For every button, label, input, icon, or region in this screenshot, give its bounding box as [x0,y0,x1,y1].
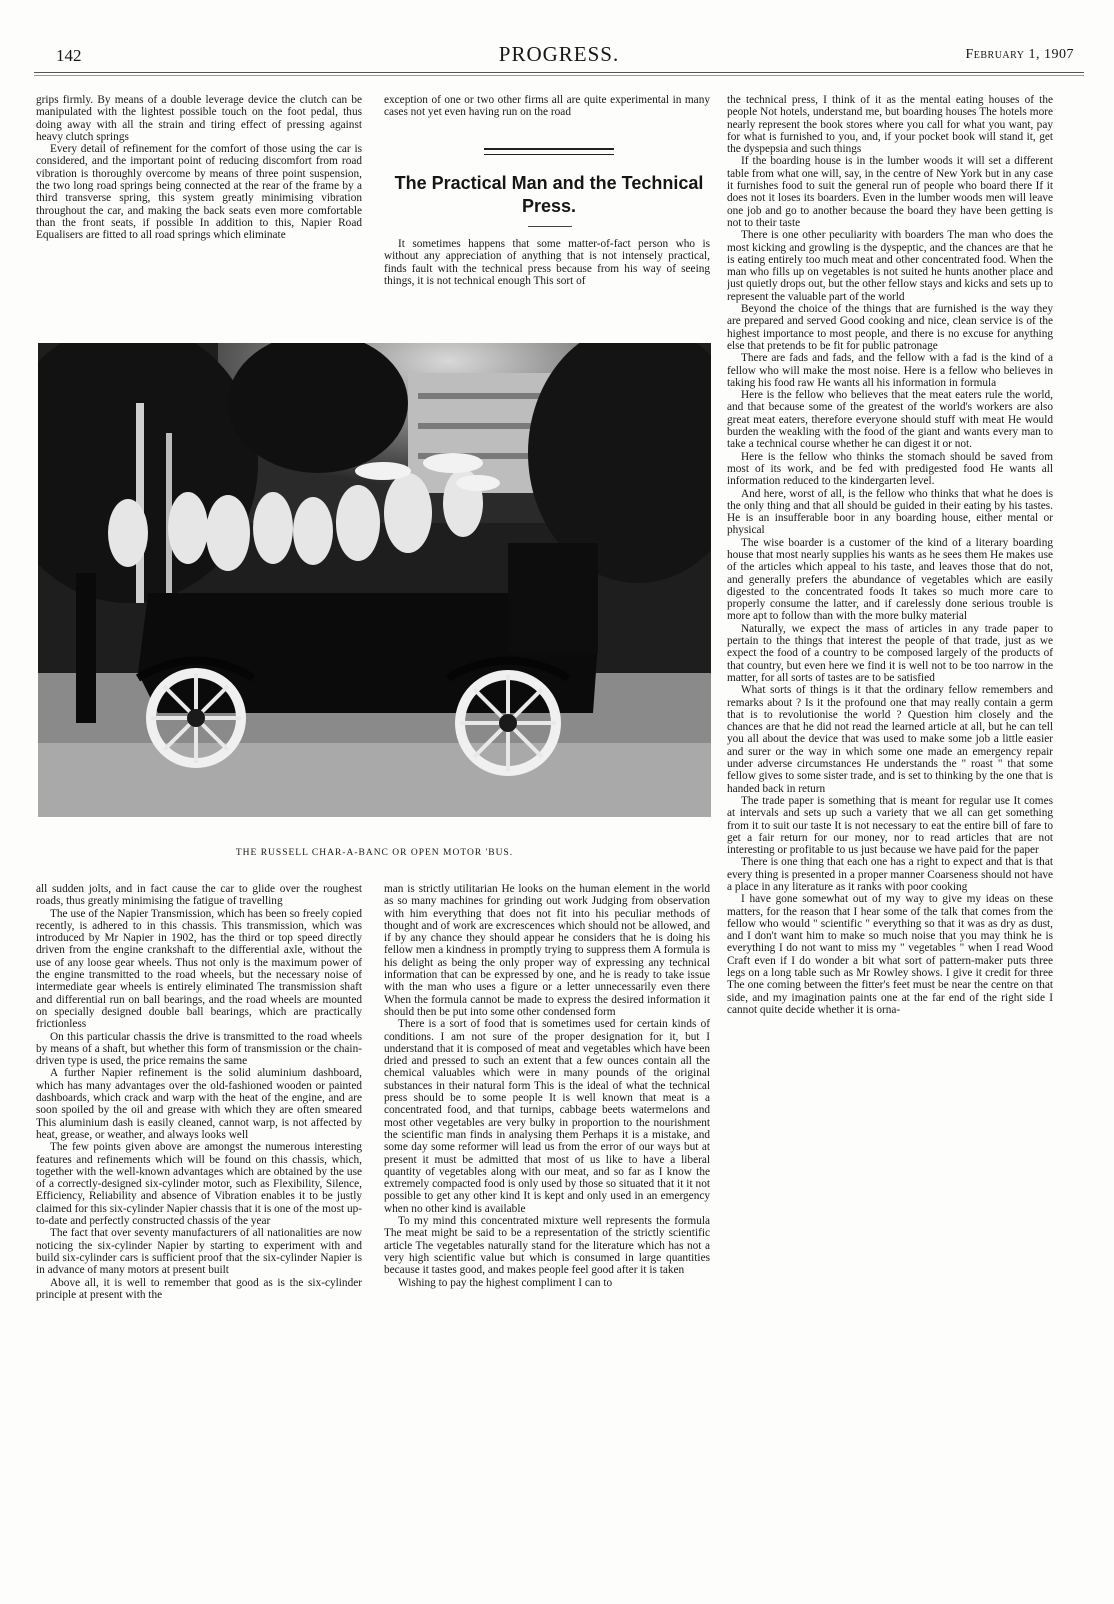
photo-illustration [38,343,711,817]
paragraph: Wishing to pay the highest compliment I can to [398,1276,613,1289]
issue-date: February 1, 1907 [965,47,1074,62]
paragraph: grips firmly. By means of a double leverage device the clutch can be manipulated with the lightest possible touch on the foot pedal, thus doing away with all the strain and tiring effect of pressing against heavy clutch springs [36,94,362,143]
article-intro [384,238,710,314]
journal-title: PROGRESS. [498,42,620,66]
article-title: The Practical Man and the Technical Press. [394,173,704,216]
column-1-top [36,94,362,314]
column-2-top [384,94,710,134]
paragraph: Naturally, we expect the mass of articles in any trade paper to pertain to the things that interest the people of that trade, just as we expect the food of a country to be composed largely of the products of that country, but even here we find it is well not to be too narrow in the matter, for all sorts of tastes are to be satisfied [727,622,1053,684]
paragraph: Here is the fellow who thinks the stomach should be saved from most of its work, and be fed with predigested food He wants all information reduced to the kindergarten level. [727,450,1053,488]
section-divider [484,148,614,155]
masthead [34,38,1084,82]
paragraph: To my mind this concentrated mixture well represents the formula The meat might be said to be a representation of the strictly scientific article The vegetables naturally stand for the literature which has not a very high scientific value but which is consumed in large quantities because it tastes good, and makes people feel good after it is taken [384,1215,710,1277]
paragraph: There is one other peculiarity with boarders The man who does the most kicking and growling is the dyspeptic, and the chances are that he is eating entirely too much meat and other concentrated food. When the man who fills up on vegetables is not suited he hunts another place and just quietly drops out, but the other fellow stays and kicks and sets up to represent the valuable part of the world [727,229,1053,303]
title-divider [528,226,572,227]
paragraph: On this particular chassis the drive is transmitted to the road wheels by means of a shaft, but whether this form of transmission or the chain-driven type is used, the price remains the same [36,1030,362,1068]
page-number: 142 [56,46,82,65]
paragraph: Every detail of refinement for the comfort of those using the car is considered, and the important point of reducing discomfort from road vibration is thoroughly overcome by means of three point suspension, the two long road springs being connected at the rear of the frame by a third transverse spring, this system greatly minimising vibration throughout the car, and making the back seats even more comfortable than the front seats, if possible In addition to this, Napier Road Equalisers are fitted to all road springs which eliminate [36,143,362,242]
column-3 [727,94,1053,1567]
paragraph: I have gone somewhat out of my way to give my ideas on these matters, for the reason that I hear some of the talk that comes from the fellow who would " scientific " everything so that it was as dry as dust, and I don't want him to make so much noise that you may think he is everything I do not want to miss my " vegetables " when I read Wood Craft even if I do wonder a bit what sort of pattern-maker puts three legs on a long table such as Mr Rowley shows. I give it credit for three The one coming between the fitter's feet must be near the centre on that side, and my imagination paints one at the far end of the right side I cannot quite decide whether it is orna- [727,893,1053,1016]
paragraph: exception of one or two other firms all are quite experimental in many cases not yet even having run on the road [384,94,710,119]
paragraph: man is strictly utilitarian He looks on the human element in the world as so many machines for grinding out work Judging from observation with him everything that does not fit into his peculiar methods of thought and of work are excrescences which should not be allowed, and if by any chance they should appear he considers that he is doing his fellow men a kindness in promptly trying to suppress them A formula is his delight as being the only proper way of expressing any technical information that can be expressed by one, and he is ready to take issue with the man who uses a figure or a letter unnecessarily even there When the formula cannot be made to express the desired information it should then be put into some other condensed form [384,883,710,1018]
paragraph: A further Napier refinement is the solid aluminium dashboard, which has many advantages over the old-fashioned wooden or painted dashboards, which crack and warp with the heat of the engine, and are soon spoiled by the oil and grease with which they are often smeared This aluminium dash is easily cleaned, cannot warp, is not affected by heat, grease, or weather, and always looks well [36,1067,362,1141]
paragraph: all sudden jolts, and in fact cause the car to glide over the roughest roads, thus greatly minimising the fatigue of travelling [36,883,362,908]
paragraph: The fact that over seventy manufacturers of all nationalities are now noticing the six-cylinder Napier by starting to experiment with and build six-cylinder cars is sufficient proof that the six-cylinder Napier is in advance of many motors at present built [36,1227,362,1277]
paragraph: The use of the Napier Transmission, which has been so freely copied recently, is adhered to in this chassis. This transmission, which was introduced by Mr Napier in 1902, has the third or top speed directly driven from the engine crankshaft to the differential axle, without the use of any loose gear wheels. Thus not only is the maximum power of the engine transmitted to the road wheels, but the necessary noise of intermediate gear wheels is entirely eliminated The transmission shaft and differential run on ball bearings, and the road wheels are mounted on specially designed double ball bearings, which are practically frictionless [36,907,362,1031]
paragraph: the technical press, I think of it as the mental eating houses of the people Not hotels, understand me, but boarding houses The hotels more nearly represent the book stores where you call for what you want, pay for what is furnished to you, and, if your pocket book will stand it, get the dyspepsia and such things [727,94,1053,156]
paragraph: And here, worst of all, is the fellow who thinks that what he does is the only thing and that all should be guided in their eating by his tastes. He is an insufferable boor in any boarding house, either mental or physical [727,487,1053,537]
paragraph: There is one thing that each one has a right to expect and that is that every thing is presented in a proper manner Coarseness should not have a place in any literature as it ranks with poor cooking [727,856,1053,893]
paragraph: The trade paper is something that is meant for regular use It comes at intervals and sets up such a variety that we all can get something from it to suit our taste It is not necessary to eat the entire bill of fare to get a fair return for our money, nor to read articles that are not interesting or profitable to us just because we have paid for the paper [727,794,1053,857]
paragraph: If the boarding house is in the lumber woods it will set a different table from what one will, say, in the centre of New York but in any case it furnishes food to suit the general run of people who board there If it does not it loses its boarders. Even in the lumber woods men will leave one job and go to another because the board they have been getting is not to their taste [727,155,1053,229]
paragraph: There is a sort of food that is sometimes used for certain kinds of conditions. I am not sure of the proper designation for it, but I understand that it is composed of meat and vegetables which have been dried and pressed to such an extent that a few ounces contain all the chemical valuables which were in many pounds of the original substances in their natural form This is the ideal of what the technical press should be to some people It is well known that meat is a concentrated food, and that turnips, cabbage beets watermelons and most other vegetables are very bulky in proportion to the nourishment the scientific man finds in analysing them Perhaps it is a mistake, and some day some reformer will lead us from the error of our ways but at present it must be admitted that most of us like to have a liberal quantity of vegetables along with our meat, and so far as I know the extremely compacted food is only used by those so situated that it it not possible to get any other kind It is kept and only used in an emergency when no other kind is available [384,1018,710,1215]
column-2-bottom [384,883,710,1567]
photo-caption: THE RUSSELL CHAR-A-BANC OR OPEN MOTOR 'BUS. [235,848,514,858]
paragraph: What sorts of things is it that the ordinary fellow remembers and remarks about ? Is it the profound one that may really contain a germ that is to revolutionise the world ? Question him closely and the chances are that he did not read the learned article at all, but he can tell you all about the device that was used to make some job a little easier and surer or the way in which some one made an emergency repair under adverse circumstances He understands the " roast " that some fellow gives to some sister trade, and is set to thinking by the one that is handed back in return [727,684,1053,795]
char-a-banc-photo [38,343,711,817]
paragraph: Here is the fellow who believes that the meat eaters rule the world, and that because some of the greatest of the world's workers are also great meat eaters, therefore everyone should stuff with meat He would burden the weakling with the food of the giant and wants every man to take a technical course whether he can digest it or not. [727,389,1053,451]
paragraph: There are fads and fads, and the fellow with a fad is the kind of a fellow who will make the most noise. Here is a fellow who believes in taking his food raw He wants all his information in formula [727,352,1053,389]
paragraph: Beyond the choice of the things that are furnished is the way they are prepared and served Good cooking and nice, clean service is of the highest importance to most people, and there is no excuse for anything else that pretends to be fit for public patronage [727,303,1053,352]
paragraph: The few points given above are amongst the numerous interesting features and refinements which will be found on this chassis, which, together with the well-known advantages which are obtained by the use of a correctly-designed six-cylinder motor, such as Flexibility, Silence, Efficiency, Reliability and absence of Vibration enables it to be justly claimed for this six-cylinder Napier chassis that it is one of the most up-to-date and perfectly constructed chassis of the year [36,1141,362,1228]
paragraph: The wise boarder is a customer of the kind of a literary boarding house that most nearly supplies his wants as he sees them He makes use of the articles which appeal to his taste, and leaves those that do not, and generally prefers the abundance of vegetables which are easily digested to the concentrated foods It takes so much more care to properly consume the latter, and if carelessly done serious trouble is more apt to follow than with the more bulky material [727,536,1053,623]
paragraph: Above all, it is well to remember that good as is the six-cylinder principle at present with the [36,1276,362,1301]
header-rule [34,72,1084,76]
paragraph: It sometimes happens that some matter-of-fact person who is without any appreciation of anything that is not intensely practical, finds fault with the technical press because from his way of seeing things, it is not technical enough This sort of [384,238,710,287]
column-1-bottom [36,883,362,1567]
